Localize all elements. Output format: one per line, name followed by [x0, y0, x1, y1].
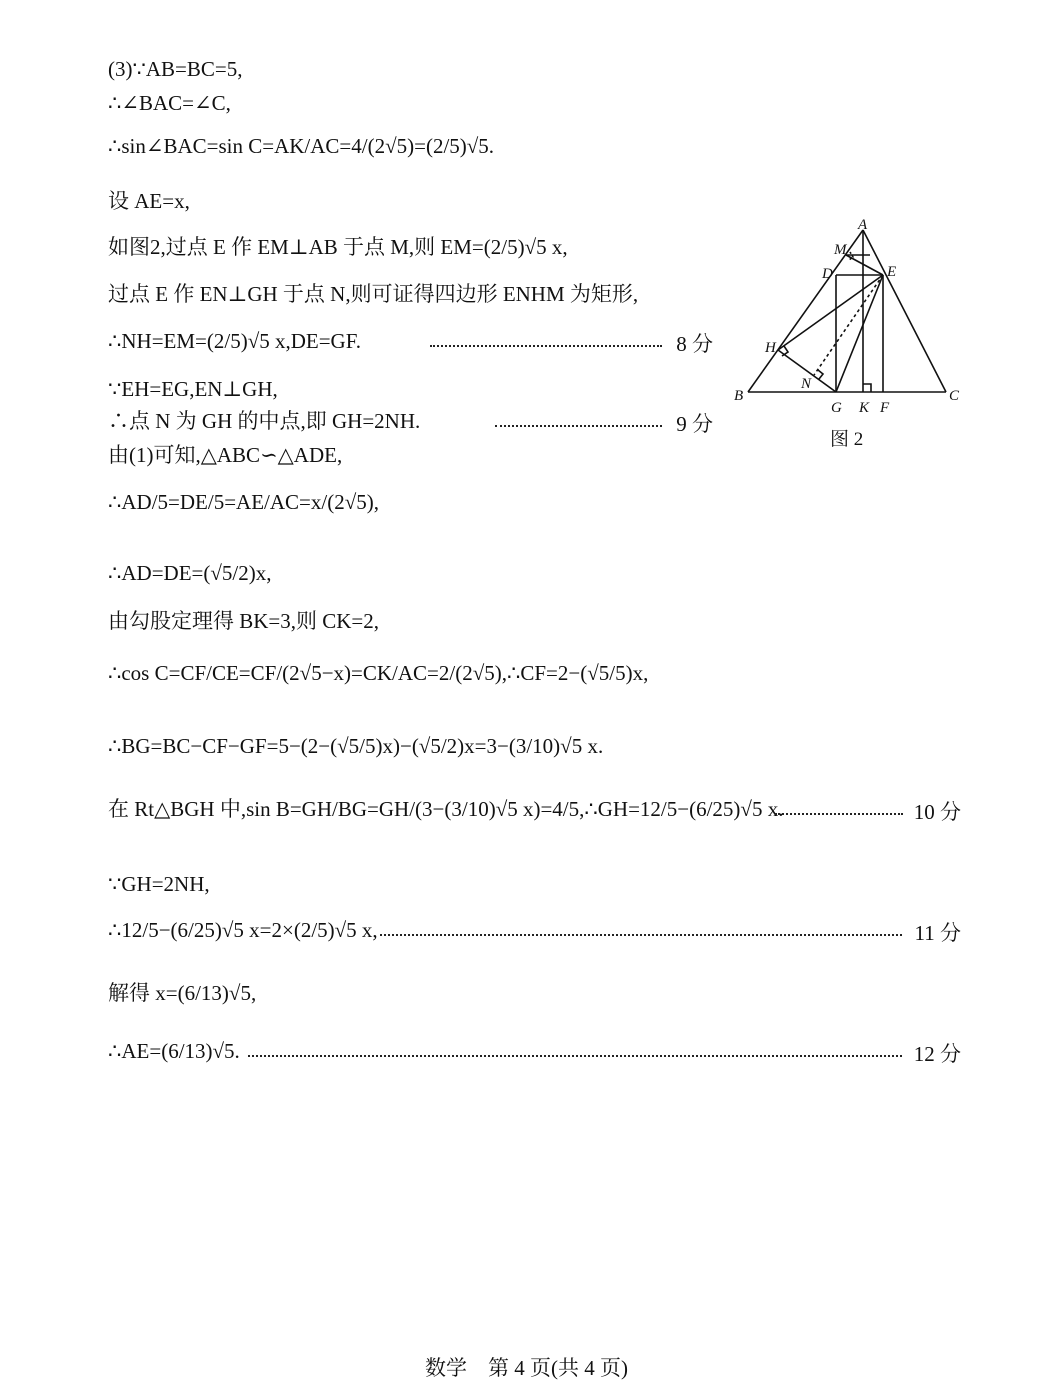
proof-statement-15: ∴BG=BC−CF−GF=5−(2−(√5/5)x)−(√5/2)x=3−(3/10)√5 x.	[108, 734, 604, 758]
line-20	[108, 1038, 240, 1064]
label-d: D	[822, 266, 833, 282]
proof-statement-9: ∴点 N 为 GH 的中点,即 GH=2NH.	[108, 409, 421, 433]
proof-statement-14: ∴cos C=CF/CE=CF/(2√5−x)=CK/AC=2/(2√5),∴CF=2−(√5/5)x,	[108, 661, 649, 685]
figure-caption: 图 2	[830, 429, 864, 450]
proof-statement-17: ∵GH=2NH,	[108, 872, 210, 896]
line-17	[108, 871, 210, 897]
line-9	[108, 408, 420, 434]
line-5	[108, 234, 568, 260]
geometry-figure	[728, 218, 968, 418]
dot-leader	[248, 1055, 902, 1057]
line-13	[108, 608, 379, 634]
line-1	[108, 56, 242, 82]
score-11: 11 分	[914, 921, 961, 945]
label-n: N	[801, 376, 812, 392]
proof-statement-12: ∴AD=DE=(√5/2)x,	[108, 561, 272, 585]
line-11	[108, 489, 379, 515]
proof-statement-19: 解得 x=(6/13)√5,	[108, 981, 257, 1005]
label-a: A	[858, 218, 868, 233]
proof-statement-18: ∴12/5−(6/25)√5 x=2×(2/5)√5 x,	[108, 918, 378, 942]
score-9: 9 分	[676, 412, 713, 436]
proof-statement-1: (3)∵AB=BC=5,	[108, 57, 243, 81]
dot-leader	[430, 345, 662, 347]
dot-leader	[495, 425, 662, 427]
line-2	[108, 90, 231, 116]
dot-leader	[775, 813, 903, 815]
proof-statement-13: 由勾股定理得 BK=3,则 CK=2,	[108, 609, 380, 633]
dot-leader	[380, 934, 902, 936]
proof-statement-7: ∴NH=EM=(2/5)√5 x,DE=GF.	[108, 329, 361, 353]
line-10	[108, 442, 342, 468]
proof-statement-10: 由(1)可知,△ABC∽△ADE,	[108, 443, 343, 467]
score-10: 10 分	[913, 800, 961, 824]
line-16	[108, 796, 783, 822]
proof-statement-20: ∴AE=(6/13)√5.	[108, 1039, 240, 1063]
right-angle-h	[782, 346, 788, 356]
score-12: 12 分	[913, 1042, 961, 1066]
line-14	[108, 660, 648, 686]
line-6	[108, 281, 638, 307]
proof-statement-2: ∴∠BAC=∠C,	[108, 91, 231, 115]
right-angle-k	[863, 384, 871, 392]
proof-statement-6: 过点 E 作 EN⊥GH 于点 N,则可证得四边形 ENHM 为矩形,	[108, 282, 639, 306]
label-b: B	[734, 388, 744, 404]
label-f: F	[880, 400, 890, 416]
line-8	[108, 376, 278, 402]
line-3	[108, 133, 494, 159]
line-7	[108, 328, 361, 354]
proof-statement-3: ∴sin∠BAC=sin C=AK/AC=4/(2√5)=(2/5)√5.	[108, 134, 495, 158]
label-m: M	[834, 242, 847, 258]
proof-statement-8: ∵EH=EG,EN⊥GH,	[108, 377, 278, 401]
line-4	[108, 188, 190, 214]
page-footer: 数学 第 4 页(共 4 页)	[425, 1356, 628, 1380]
label-e: E	[887, 264, 897, 280]
proof-statement-4: 设 AE=x,	[108, 189, 190, 213]
label-g: G	[831, 400, 842, 416]
proof-statement-5: 如图2,过点 E 作 EM⊥AB 于点 M,则 EM=(2/5)√5 x,	[108, 235, 568, 259]
label-c: C	[949, 388, 960, 404]
proof-statement-16: 在 Rt△BGH 中,sin B=GH/BG=GH/(3−(3/10)√5 x)=4/5,∴GH=12/5−(6/25)√5 x.	[108, 797, 784, 821]
line-18	[108, 917, 378, 943]
proof-statement-11: ∴AD/5=DE/5=AE/AC=x/(2√5),	[108, 490, 379, 514]
label-k: K	[859, 400, 870, 416]
label-h: H	[765, 340, 776, 356]
line-12	[108, 560, 271, 586]
segment-ac	[863, 230, 946, 392]
line-19	[108, 980, 256, 1006]
line-15	[108, 733, 603, 759]
score-8: 8 分	[676, 332, 713, 356]
right-angle-n	[818, 370, 823, 379]
